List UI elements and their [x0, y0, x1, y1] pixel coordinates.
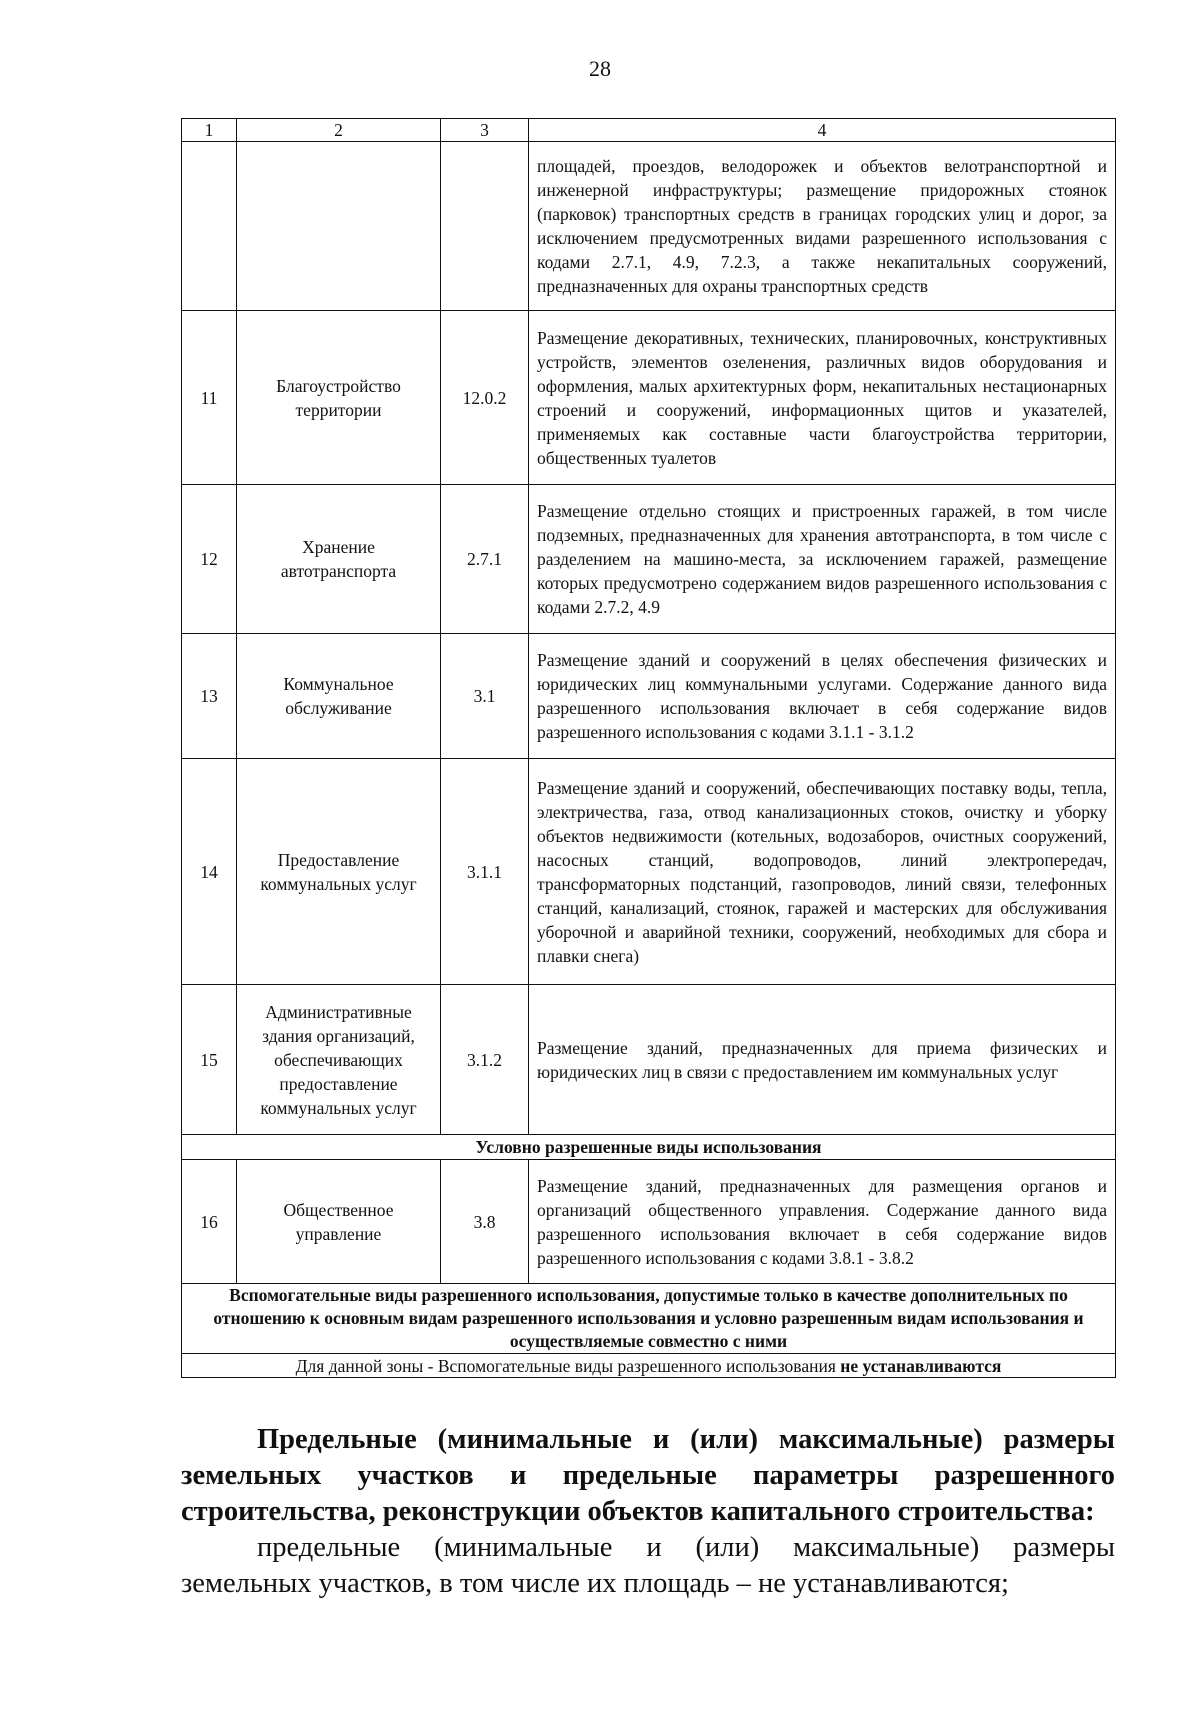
auxiliary-uses-note-row — [182, 1354, 1116, 1378]
row-name: Коммунальное обслуживание — [237, 634, 441, 759]
table-row — [182, 311, 1116, 485]
header-cell: 4 — [529, 119, 1116, 142]
land-use-table — [181, 118, 1116, 1378]
row-code: 3.1 — [441, 634, 529, 759]
conditional-uses-heading-row — [182, 1135, 1116, 1160]
table-row — [182, 759, 1116, 985]
row-code: 3.1.1 — [441, 759, 529, 985]
row-code: 12.0.2 — [441, 311, 529, 485]
table-row — [182, 142, 1116, 311]
table-row — [182, 634, 1116, 759]
note-bold: не устанавливаются — [840, 1355, 1002, 1376]
auxiliary-uses-heading: Вспомогательные виды разрешенного использования, допустимые только в качестве дополнительных по отношению к основным видам разрешенного использования и условно разрешенным видам использования и осуществляемые совместно с ними — [182, 1284, 1116, 1354]
row-name: Хранение автотранспорта — [237, 485, 441, 634]
table-header-row — [182, 119, 1116, 142]
auxiliary-uses-heading-row — [182, 1284, 1116, 1354]
row-description: площадей, проездов, велодорожек и объектов велотранспортной и инженерной инфраструктуры; размещение придорожных стоянок (парковок) транспортных средств в границах городских улиц и дорог, за исключением предусмотренных видами разрешенного использования с кодами 2.7.1, 4.9, 7.2.3, а также некапитальных сооружений, предназначенных для охраны транспортных средств — [529, 142, 1116, 311]
row-name: Административные здания организаций, обеспечивающих предоставление коммунальных услуг — [237, 985, 441, 1135]
row-description: Размещение отдельно стоящих и пристроенных гаражей, в том числе подземных, предназначенных для хранения автотранспорта, в том числе с разделением на машино-места, за исключением гаражей, размещение которых предусмотрено содержанием видов разрешенного использования с кодами 2.7.2, 4.9 — [529, 485, 1116, 634]
row-code: 2.7.1 — [441, 485, 529, 634]
table-row — [182, 485, 1116, 634]
header-cell: 2 — [237, 119, 441, 142]
row-description: Размещение зданий и сооружений, обеспечивающих поставку воды, тепла, электричества, газа, отвод канализационных стоков, очистку и уборку объектов недвижимости (котельных, водозаборов, очистных сооружений, насосных станций, водопроводов, линий электропередач, трансформаторных подстанций, газопроводов, линий связи, телефонных станций, канализаций, стоянок, гаражей и мастерских для обслуживания уборочной и аварийной техники, сооружений, необходимых для сбора и плавки снега) — [529, 759, 1116, 985]
header-cell: 1 — [182, 119, 237, 142]
row-name — [237, 142, 441, 311]
row-name: Общественное управление — [237, 1160, 441, 1284]
conditional-uses-heading: Условно разрешенные виды использования — [182, 1135, 1116, 1160]
header-cell: 3 — [441, 119, 529, 142]
auxiliary-uses-note — [182, 1354, 1116, 1378]
row-description: Размещение зданий и сооружений в целях обеспечения физических и юридических лиц коммунальными услугами. Содержание данного вида разрешенного использования включает в себя содержание видов разрешенного использования с кодами 3.1.1 - 3.1.2 — [529, 634, 1116, 759]
page-number: 28 — [589, 56, 611, 81]
row-description: Размещение зданий, предназначенных для приема физических и юридических лиц в связи с предоставлением им коммунальных услуг — [529, 985, 1116, 1135]
row-number: 14 — [182, 759, 237, 985]
row-number: 15 — [182, 985, 237, 1135]
section-text: предельные (минимальные и (или) максимальные) размеры земельных участков, в том числе их площадь – не устанавливаются; — [181, 1532, 1115, 1599]
row-name: Благоустройство территории — [237, 311, 441, 485]
limits-section — [181, 1422, 1115, 1602]
row-code: 3.8 — [441, 1160, 529, 1284]
row-number: 16 — [182, 1160, 237, 1284]
row-description: Размещение зданий, предназначенных для размещения органов и организаций общественного управления. Содержание данного вида разрешенного использования включает в себя содержание видов разрешенного использования с кодами 3.8.1 - 3.8.2 — [529, 1160, 1116, 1284]
section-heading: Предельные (минимальные и (или) максимальные) размеры земельных участков и предельные параметры разрешенного строительства, реконструкции объектов капитального строительства: — [181, 1424, 1115, 1527]
row-number: 11 — [182, 311, 237, 485]
table-row — [182, 1160, 1116, 1284]
row-description: Размещение декоративных, технических, планировочных, конструктивных устройств, элементов озеленения, различных видов оборудования и оформления, малых архитектурных форм, некапитальных нестационарных строений и сооружений, информационных щитов и указателей, применяемых как составные части благоустройства территории, общественных туалетов — [529, 311, 1116, 485]
row-name: Предоставление коммунальных услуг — [237, 759, 441, 985]
row-code — [441, 142, 529, 311]
row-number: 13 — [182, 634, 237, 759]
table-row — [182, 985, 1116, 1135]
note-prefix: Для данной зоны - Вспомогательные виды разрешенного использования — [295, 1355, 841, 1376]
row-number — [182, 142, 237, 311]
row-code: 3.1.2 — [441, 985, 529, 1135]
row-number: 12 — [182, 485, 237, 634]
